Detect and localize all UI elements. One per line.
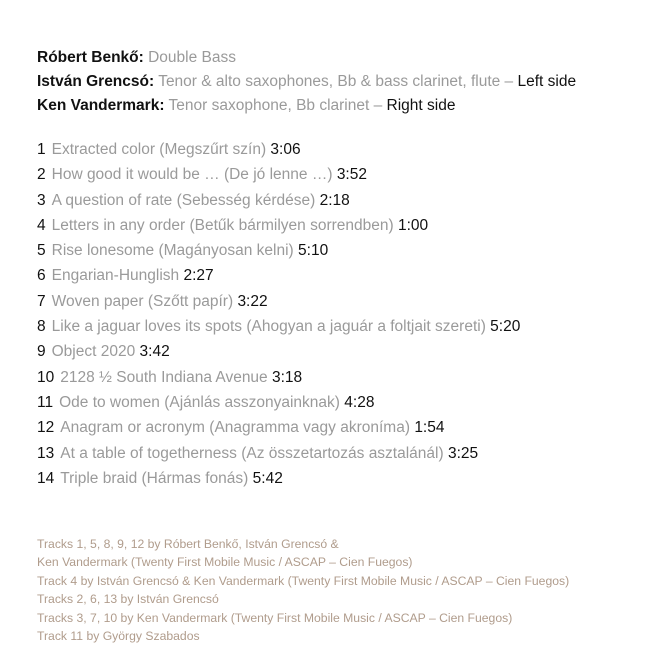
track-duration: 3:18 bbox=[272, 368, 303, 386]
musician-role: Tenor & alto saxophones, Bb & bass clarinet, flute – bbox=[158, 73, 514, 90]
track-duration: 4:28 bbox=[344, 393, 375, 411]
musician-role: Double Bass bbox=[148, 49, 236, 66]
track-number: 8 bbox=[37, 318, 46, 336]
track-number: 13 bbox=[37, 444, 55, 462]
track-row bbox=[37, 213, 657, 238]
track-title: Extracted color (Megszűrt szín) bbox=[51, 141, 267, 158]
track-row bbox=[37, 162, 657, 187]
track-duration: 5:20 bbox=[490, 318, 521, 336]
musician-name: István Grencsó: bbox=[37, 73, 155, 90]
personnel-entry bbox=[37, 70, 657, 94]
liner-notes bbox=[37, 46, 657, 491]
track-title: Triple braid (Hármas fonás) bbox=[60, 469, 249, 487]
track-row bbox=[37, 415, 657, 440]
track-title: Like a jaguar loves its spots (Ahogyan a jaguár a foltjait szereti) bbox=[51, 318, 486, 336]
track-row bbox=[37, 466, 657, 491]
track-number: 11 bbox=[37, 393, 54, 411]
track-duration: 2:18 bbox=[319, 191, 350, 209]
track-row bbox=[37, 339, 657, 364]
track-duration: 5:42 bbox=[252, 469, 283, 487]
track-duration: 3:42 bbox=[139, 343, 170, 361]
track-row bbox=[37, 390, 657, 415]
track-number: 6 bbox=[37, 267, 46, 285]
track-title: A question of rate (Sebesség kérdése) bbox=[51, 191, 316, 209]
track-duration: 3:06 bbox=[270, 141, 301, 158]
track-number: 4 bbox=[37, 216, 46, 234]
track-number: 9 bbox=[37, 343, 46, 361]
channel-side: Left side bbox=[517, 73, 577, 90]
track-row bbox=[37, 137, 657, 162]
track-row bbox=[37, 314, 657, 339]
track-title: Woven paper (Szőtt papír) bbox=[51, 292, 234, 310]
personnel-list bbox=[37, 46, 657, 118]
track-duration: 1:00 bbox=[397, 216, 429, 234]
track-row bbox=[37, 238, 657, 263]
track-row bbox=[37, 188, 657, 213]
track-number: 14 bbox=[37, 469, 55, 487]
musician-name: Róbert Benkő: bbox=[37, 49, 144, 66]
track-duration: 1:54 bbox=[414, 419, 445, 437]
track-duration: 3:22 bbox=[237, 292, 268, 310]
track-title: Anagram or acronym (Anagramma vagy akroníma) bbox=[60, 419, 410, 437]
track-duration: 3:25 bbox=[447, 444, 479, 462]
credit-line: Tracks 2, 6, 13 by István Grencsó bbox=[37, 592, 219, 607]
composer-credits bbox=[37, 535, 662, 645]
track-title: 2128 ½ South Indiana Avenue bbox=[60, 368, 268, 386]
personnel-entry bbox=[37, 46, 657, 70]
musician-role: Tenor saxophone, Bb clarinet – bbox=[168, 97, 383, 114]
track-row bbox=[37, 289, 657, 314]
track-duration: 5:10 bbox=[298, 242, 329, 260]
credit-line: Tracks 1, 5, 8, 9, 12 by Róbert Benkő, István Grencsó & bbox=[37, 537, 339, 551]
track-title: Object 2020 bbox=[51, 343, 136, 361]
track-duration: 3:52 bbox=[336, 166, 367, 184]
track-title: Ode to women (Ajánlás asszonyainknak) bbox=[59, 393, 340, 411]
track-number: 1 bbox=[37, 141, 46, 158]
musician-name: Ken Vandermark: bbox=[37, 97, 165, 114]
track-title: Engarian-Hunglish bbox=[51, 267, 180, 285]
track-row bbox=[37, 441, 657, 466]
track-title: How good it would be … (De jó lenne …) bbox=[51, 166, 333, 184]
personnel-entry bbox=[37, 94, 657, 118]
credit-line: Tracks 3, 7, 10 by Ken Vandermark (Twenty First Mobile Music / ASCAP – Cien Fuegos) bbox=[37, 610, 513, 625]
track-row bbox=[37, 365, 657, 390]
credit-line: Ken Vandermark (Twenty First Mobile Music / ASCAP – Cien Fuegos) bbox=[37, 555, 413, 570]
track-number: 3 bbox=[37, 191, 46, 209]
track-number: 12 bbox=[37, 419, 55, 437]
track-number: 7 bbox=[37, 292, 46, 310]
channel-side: Right side bbox=[386, 97, 456, 114]
track-title: At a table of togetherness (Az összetartozás asztalánál) bbox=[60, 444, 444, 462]
track-title: Letters in any order (Betűk bármilyen sorrendben) bbox=[51, 216, 394, 234]
track-row bbox=[37, 263, 657, 288]
credit-line: Track 11 by György Szabados bbox=[37, 629, 200, 644]
credit-line: Track 4 by István Grencsó & Ken Vandermark (Twenty First Mobile Music / ASCAP – Cien Fuegos) bbox=[37, 573, 570, 588]
track-number: 5 bbox=[37, 242, 46, 260]
track-list bbox=[37, 137, 657, 491]
track-title: Rise lonesome (Magányosan kelni) bbox=[51, 242, 294, 260]
track-duration: 2:27 bbox=[183, 267, 214, 285]
track-number: 2 bbox=[37, 166, 46, 184]
track-number: 10 bbox=[37, 368, 55, 386]
